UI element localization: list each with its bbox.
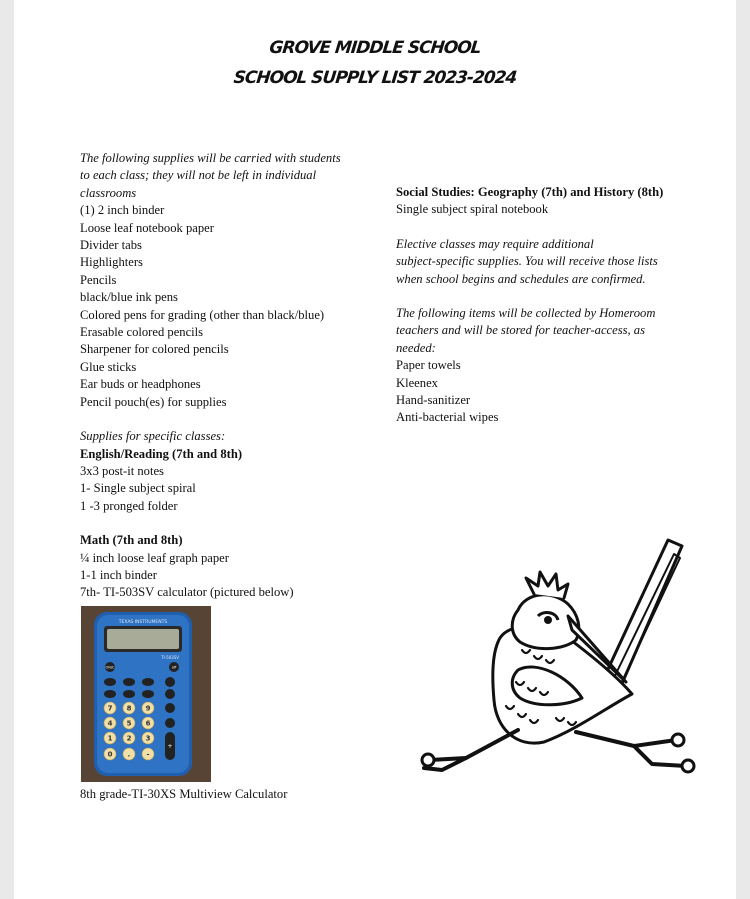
list-item: 7th- TI-503SV calculator (pictured below) <box>80 585 294 600</box>
elective-note-line: Elective classes may require additional <box>396 236 594 251</box>
list-item: Ear buds or headphones <box>80 377 201 392</box>
calculator-brand: TEXAS INSTRUMENTS <box>118 620 168 625</box>
specific-intro: Supplies for specific classes: <box>80 429 226 444</box>
list-item: Pencils <box>80 272 117 287</box>
homeroom-note-line: teachers and will be stored for teacher-access, as <box>396 323 646 338</box>
svg-text:8: 8 <box>126 704 132 713</box>
english-heading: English/Reading (7th and 8th) <box>80 446 243 461</box>
list-item: Colored pens for grading (other than black/blue) <box>80 307 325 322</box>
social-studies-heading: Social Studies: Geography (7th) and History (8th) <box>396 185 664 199</box>
svg-text:7: 7 <box>107 704 113 713</box>
svg-text:1: 1 <box>107 734 113 743</box>
svg-text:0: 0 <box>107 750 113 759</box>
svg-text:.: . <box>127 750 131 759</box>
math-heading: Math (7th and 8th) <box>80 533 183 548</box>
general-intro-line: The following supplies will be carried with students <box>80 151 341 165</box>
document-page <box>14 0 736 899</box>
list-item: 3x3 post-it notes <box>80 463 164 478</box>
svg-text:6: 6 <box>145 719 151 728</box>
list-item: Hand-sanitizer <box>396 393 471 408</box>
list-item: Single subject spiral notebook <box>396 202 549 217</box>
key-off: off <box>171 665 177 670</box>
list-item: Loose leaf notebook paper <box>80 220 214 235</box>
key-on: ON/C <box>105 665 115 670</box>
right-column <box>396 184 696 427</box>
list-item: 1-1 inch binder <box>80 567 157 582</box>
calculator-photo <box>81 606 211 782</box>
list-item: Erasable colored pencils <box>80 325 204 340</box>
list-item: black/blue ink pens <box>80 290 178 305</box>
math-footer: 8th grade-TI-30XS Multiview Calculator <box>80 787 288 801</box>
list-item: Highlighters <box>80 255 143 270</box>
list-item: 1- Single subject spiral <box>80 481 196 496</box>
list-item: Paper towels <box>396 358 461 373</box>
list-item: 1 -3 pronged folder <box>80 498 178 513</box>
list-item: (1) 2 inch binder <box>80 203 165 218</box>
elective-note-line: when school begins and schedules are confirmed. <box>396 271 646 286</box>
school-name: GROVE MIDDLE SCHOOL <box>268 38 482 58</box>
svg-text:-: - <box>146 750 150 759</box>
svg-text:9: 9 <box>145 704 151 713</box>
list-item: Kleenex <box>396 375 438 390</box>
general-intro-line: to each class; they will not be left in individual <box>80 168 317 183</box>
list-item: Sharpener for colored pencils <box>80 342 229 357</box>
elective-note-line: subject-specific supplies. You will receive those lists <box>396 254 658 269</box>
list-item: ¼ inch loose leaf graph paper <box>80 550 229 565</box>
roadrunner-mascot-icon <box>406 532 710 778</box>
list-title: SCHOOL SUPPLY LIST 2023-2024 <box>232 68 518 88</box>
svg-text:4: 4 <box>107 719 113 728</box>
svg-text:+: + <box>167 743 173 750</box>
list-item: Divider tabs <box>80 238 142 253</box>
svg-text:TI-503SV: TI-503SV <box>161 655 179 660</box>
svg-text:5: 5 <box>126 719 132 728</box>
list-item: Anti-bacterial wipes <box>396 410 499 425</box>
left-column <box>80 150 380 602</box>
svg-text:3: 3 <box>145 734 151 743</box>
list-item: Pencil pouch(es) for supplies <box>80 394 227 409</box>
general-intro-line: classrooms <box>80 185 137 200</box>
homeroom-note-line: The following items will be collected by Homeroom <box>396 306 656 321</box>
list-item: Glue sticks <box>80 359 137 374</box>
homeroom-note-line: needed: <box>396 340 436 355</box>
svg-text:2: 2 <box>126 734 132 743</box>
